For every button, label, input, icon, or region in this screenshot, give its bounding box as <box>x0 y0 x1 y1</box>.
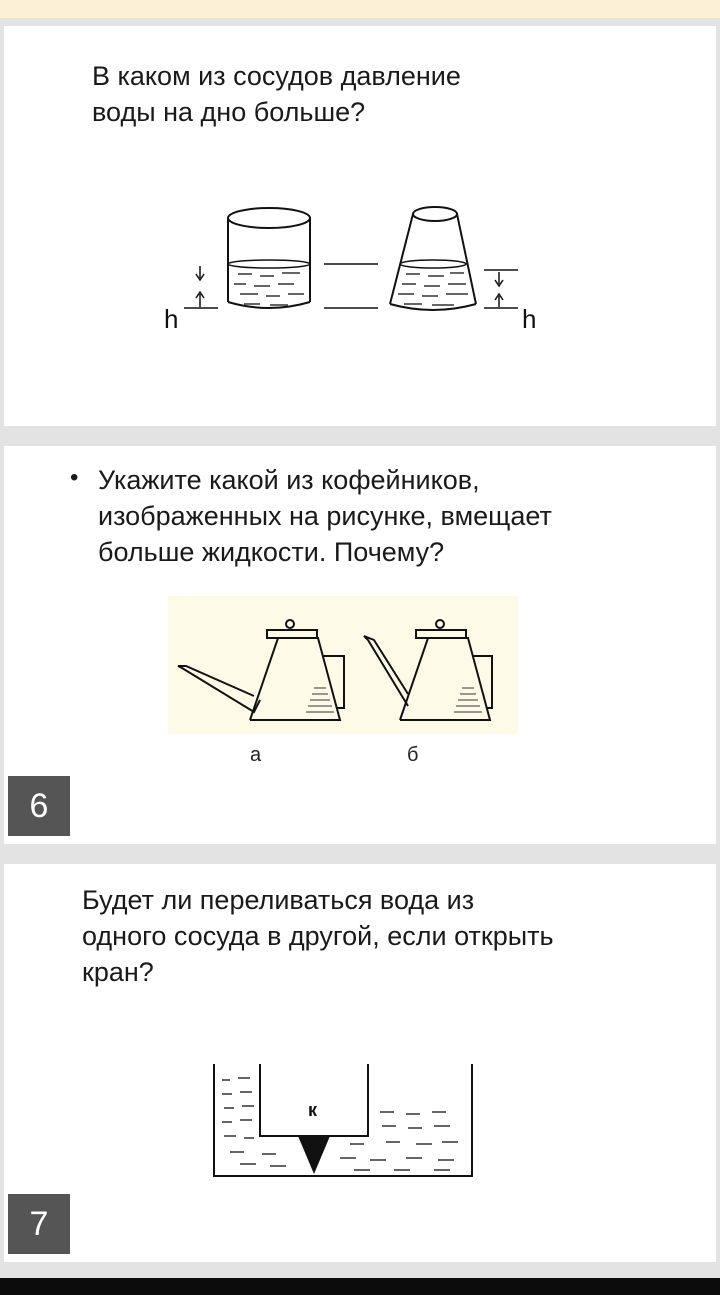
slide-pressure-question <box>4 26 716 426</box>
valve-label: к <box>308 1100 318 1120</box>
question-text: Укажите какой из кофейников, изображенных на рисунке, вмещает больше жидкости. Почему? <box>98 465 552 567</box>
question-text: В каком из сосудов давление воды на дно больше? <box>92 61 461 127</box>
slide-number-badge: 6 <box>8 776 70 836</box>
figure-label-a: а <box>250 744 262 766</box>
top-bar <box>0 0 720 19</box>
slide-vessels-valve-question <box>4 864 716 1262</box>
bullet-point: • <box>70 464 79 491</box>
bottom-bar <box>0 1278 720 1295</box>
cylinder-top <box>228 208 310 228</box>
question-text: Будет ли переливаться вода из одного сосуда в другой, если открыть кран? <box>82 885 554 987</box>
h-label-left: h <box>164 304 179 334</box>
slide-number-badge: 7 <box>8 1194 70 1254</box>
figure-label-b: б <box>407 744 419 766</box>
vessels-figure <box>154 204 554 334</box>
connected-vessels-figure <box>210 1056 482 1180</box>
slide-coffee-pots-question <box>4 446 716 844</box>
coffee-pots-figure <box>168 596 518 734</box>
h-label-right: h <box>522 304 537 334</box>
